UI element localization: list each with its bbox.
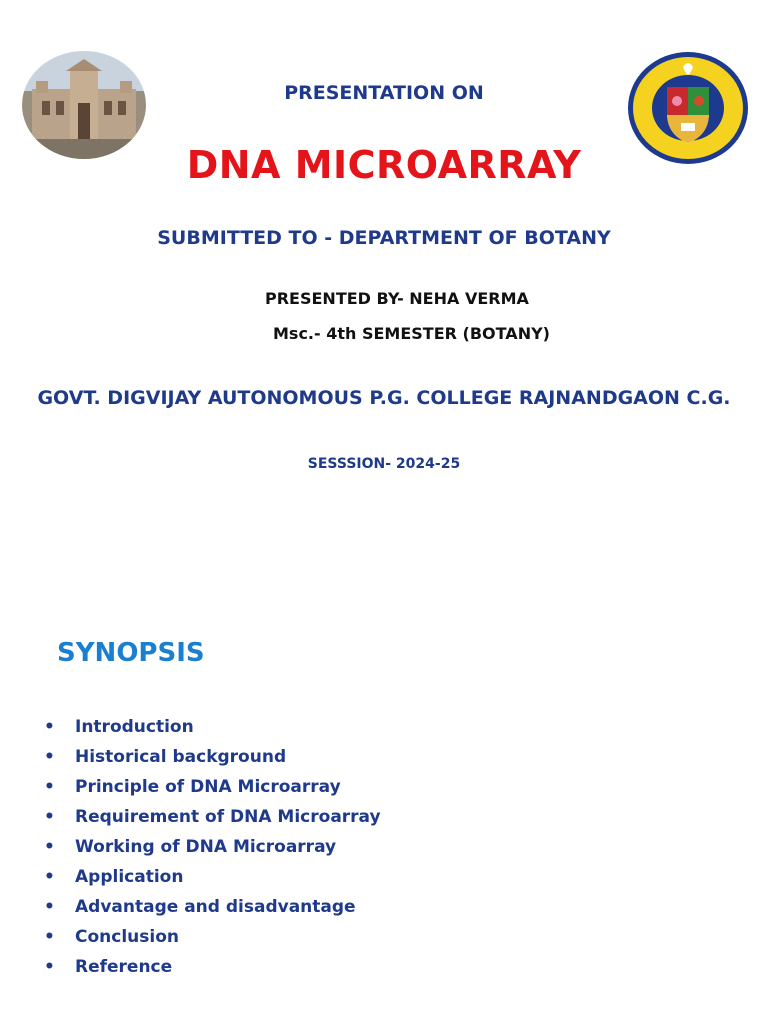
submitted-to-line: SUBMITTED TO - DEPARTMENT OF BOTANY xyxy=(157,227,611,249)
list-item-label: Conclusion xyxy=(75,927,179,947)
list-item xyxy=(44,716,381,746)
presentation-on-label: PRESENTATION ON xyxy=(284,82,484,104)
bullet-icon: • xyxy=(44,777,55,797)
course-line: Msc.- 4th SEMESTER (BOTANY) xyxy=(273,324,550,343)
bullet-icon: • xyxy=(44,927,55,947)
list-item-label: Reference xyxy=(75,957,173,977)
list-item xyxy=(44,926,381,956)
list-item-label: Application xyxy=(75,867,184,887)
session-line: SESSSION- 2024-25 xyxy=(307,456,461,472)
bullet-icon: • xyxy=(44,837,55,857)
college-name: GOVT. DIGVIJAY AUTONOMOUS P.G. COLLEGE RAJNANDGAON C.G. xyxy=(37,387,731,409)
list-item xyxy=(44,956,381,986)
list-item xyxy=(44,776,381,806)
synopsis-slide xyxy=(0,560,768,1024)
bullet-icon: • xyxy=(44,717,55,737)
bullet-icon: • xyxy=(44,867,55,887)
bullet-icon: • xyxy=(44,957,55,977)
list-item xyxy=(44,836,381,866)
list-item xyxy=(44,746,381,776)
list-item-label: Principle of DNA Microarray xyxy=(75,777,341,797)
list-item-label: Requirement of DNA Microarray xyxy=(75,807,381,827)
list-item xyxy=(44,806,381,836)
list-item-label: Introduction xyxy=(75,717,194,737)
list-item xyxy=(44,896,381,926)
list-item-label: Advantage and disadvantage xyxy=(75,897,356,917)
synopsis-title: SYNOPSIS xyxy=(57,638,205,668)
list-item-label: Historical background xyxy=(75,747,287,767)
synopsis-list xyxy=(44,716,381,986)
bullet-icon: • xyxy=(44,897,55,917)
presented-by-line: PRESENTED BY- NEHA VERMA xyxy=(265,289,529,308)
list-item-label: Working of DNA Microarray xyxy=(75,837,337,857)
bullet-icon: • xyxy=(44,807,55,827)
presentation-title: DNA MICROARRAY xyxy=(186,143,582,187)
bullet-icon: • xyxy=(44,747,55,767)
list-item xyxy=(44,866,381,896)
